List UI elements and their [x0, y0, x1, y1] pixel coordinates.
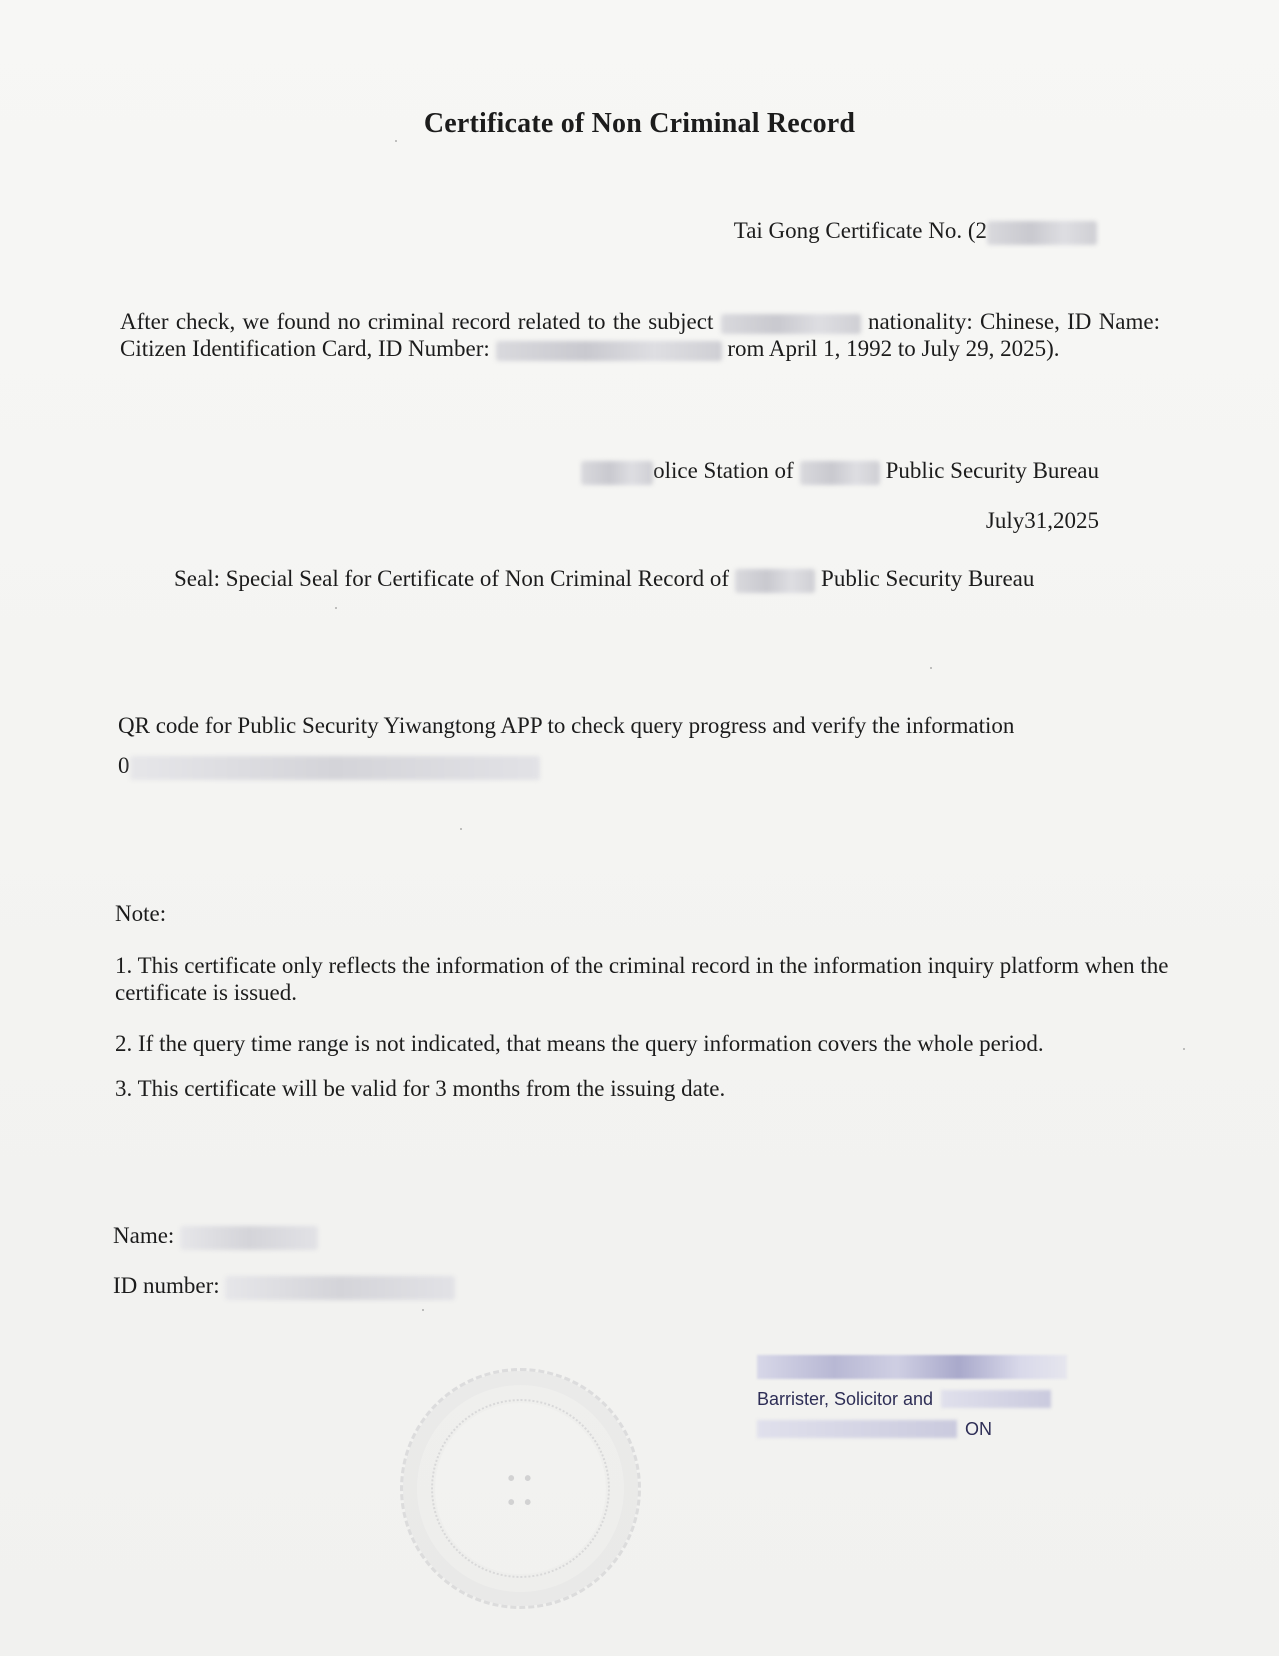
redacted-seal-city [735, 569, 815, 593]
body-part-1: After check, we found no criminal record related to the subject [120, 309, 714, 334]
certificate-body [120, 308, 1160, 362]
redacted-id-number [496, 341, 722, 361]
paper-speck [335, 607, 337, 609]
document-title: Certificate of Non Criminal Record [423, 108, 856, 139]
paper-speck [422, 1309, 424, 1311]
seal-line [174, 566, 1034, 593]
issuing-authority-station: olice Station of [653, 458, 794, 483]
body-part-2: nationality: Chinese, ID Name: Citizen Identification Card, ID Number: [120, 309, 1161, 361]
issuing-authority [581, 458, 1099, 485]
paper-speck [460, 828, 462, 830]
note-item-3: 3. This certificate will be valid for 3 months from the issuing date. [115, 1076, 726, 1101]
holder-id-number [113, 1272, 1173, 1300]
paper-speck [1183, 1048, 1185, 1050]
redacted-certificate-number [987, 221, 1097, 245]
certificate-number [734, 218, 1097, 245]
certificate-number-label: Tai Gong Certificate No. (2 [733, 218, 987, 243]
notary-embossed-seal [400, 1368, 641, 1609]
seal-text-2: Public Security Bureau [821, 566, 1035, 591]
note-item-1: 1. This certificate only reflects the information of the criminal record in the information inquiry platform when the certificate is issued. [115, 953, 1169, 1005]
paper-speck [930, 667, 932, 669]
redacted-notary-location [757, 1420, 957, 1438]
holder-name [113, 1222, 1173, 1250]
qr-code-text: QR code for Public Security Yiwangtong APP to check query progress and verify the information [118, 713, 1015, 738]
redacted-subject-name [721, 314, 861, 334]
notary-stamp-block [757, 1355, 1067, 1447]
redacted-qr-value [130, 756, 540, 780]
holder-name-label: Name: [113, 1223, 175, 1248]
redacted-notary-name [757, 1355, 1067, 1379]
notary-title-fragment: Barrister, Solicitor and [757, 1388, 934, 1409]
redacted-holder-id [225, 1276, 455, 1300]
body-part-3: rom April 1, 1992 to July 29, 2025). [727, 336, 1060, 361]
seal-center-mark: • • • • [507, 1468, 534, 1514]
redacted-notary-title [941, 1390, 1051, 1408]
qr-code-value-prefix: 0 [118, 753, 130, 778]
redacted-holder-name [180, 1226, 318, 1250]
notary-title-line [757, 1387, 1067, 1411]
note-heading: Note: [115, 901, 167, 926]
issue-date: July31,2025 [985, 508, 1099, 533]
notary-location-fragment: ON [965, 1418, 992, 1439]
qr-code-value [118, 753, 540, 780]
seal-text-1: Seal: Special Seal for Certificate of Non Criminal Record of [174, 566, 730, 591]
issuing-authority-bureau: Public Security Bureau [885, 458, 1099, 483]
holder-id-label: ID number: [113, 1273, 220, 1298]
note-item-2: 2. If the query time range is not indicated, that means the query information covers the whole period. [115, 1031, 1044, 1056]
paper-speck [395, 140, 397, 142]
redacted-city [800, 461, 880, 485]
notary-location-line [757, 1417, 1067, 1441]
redacted-police-station [581, 461, 653, 485]
